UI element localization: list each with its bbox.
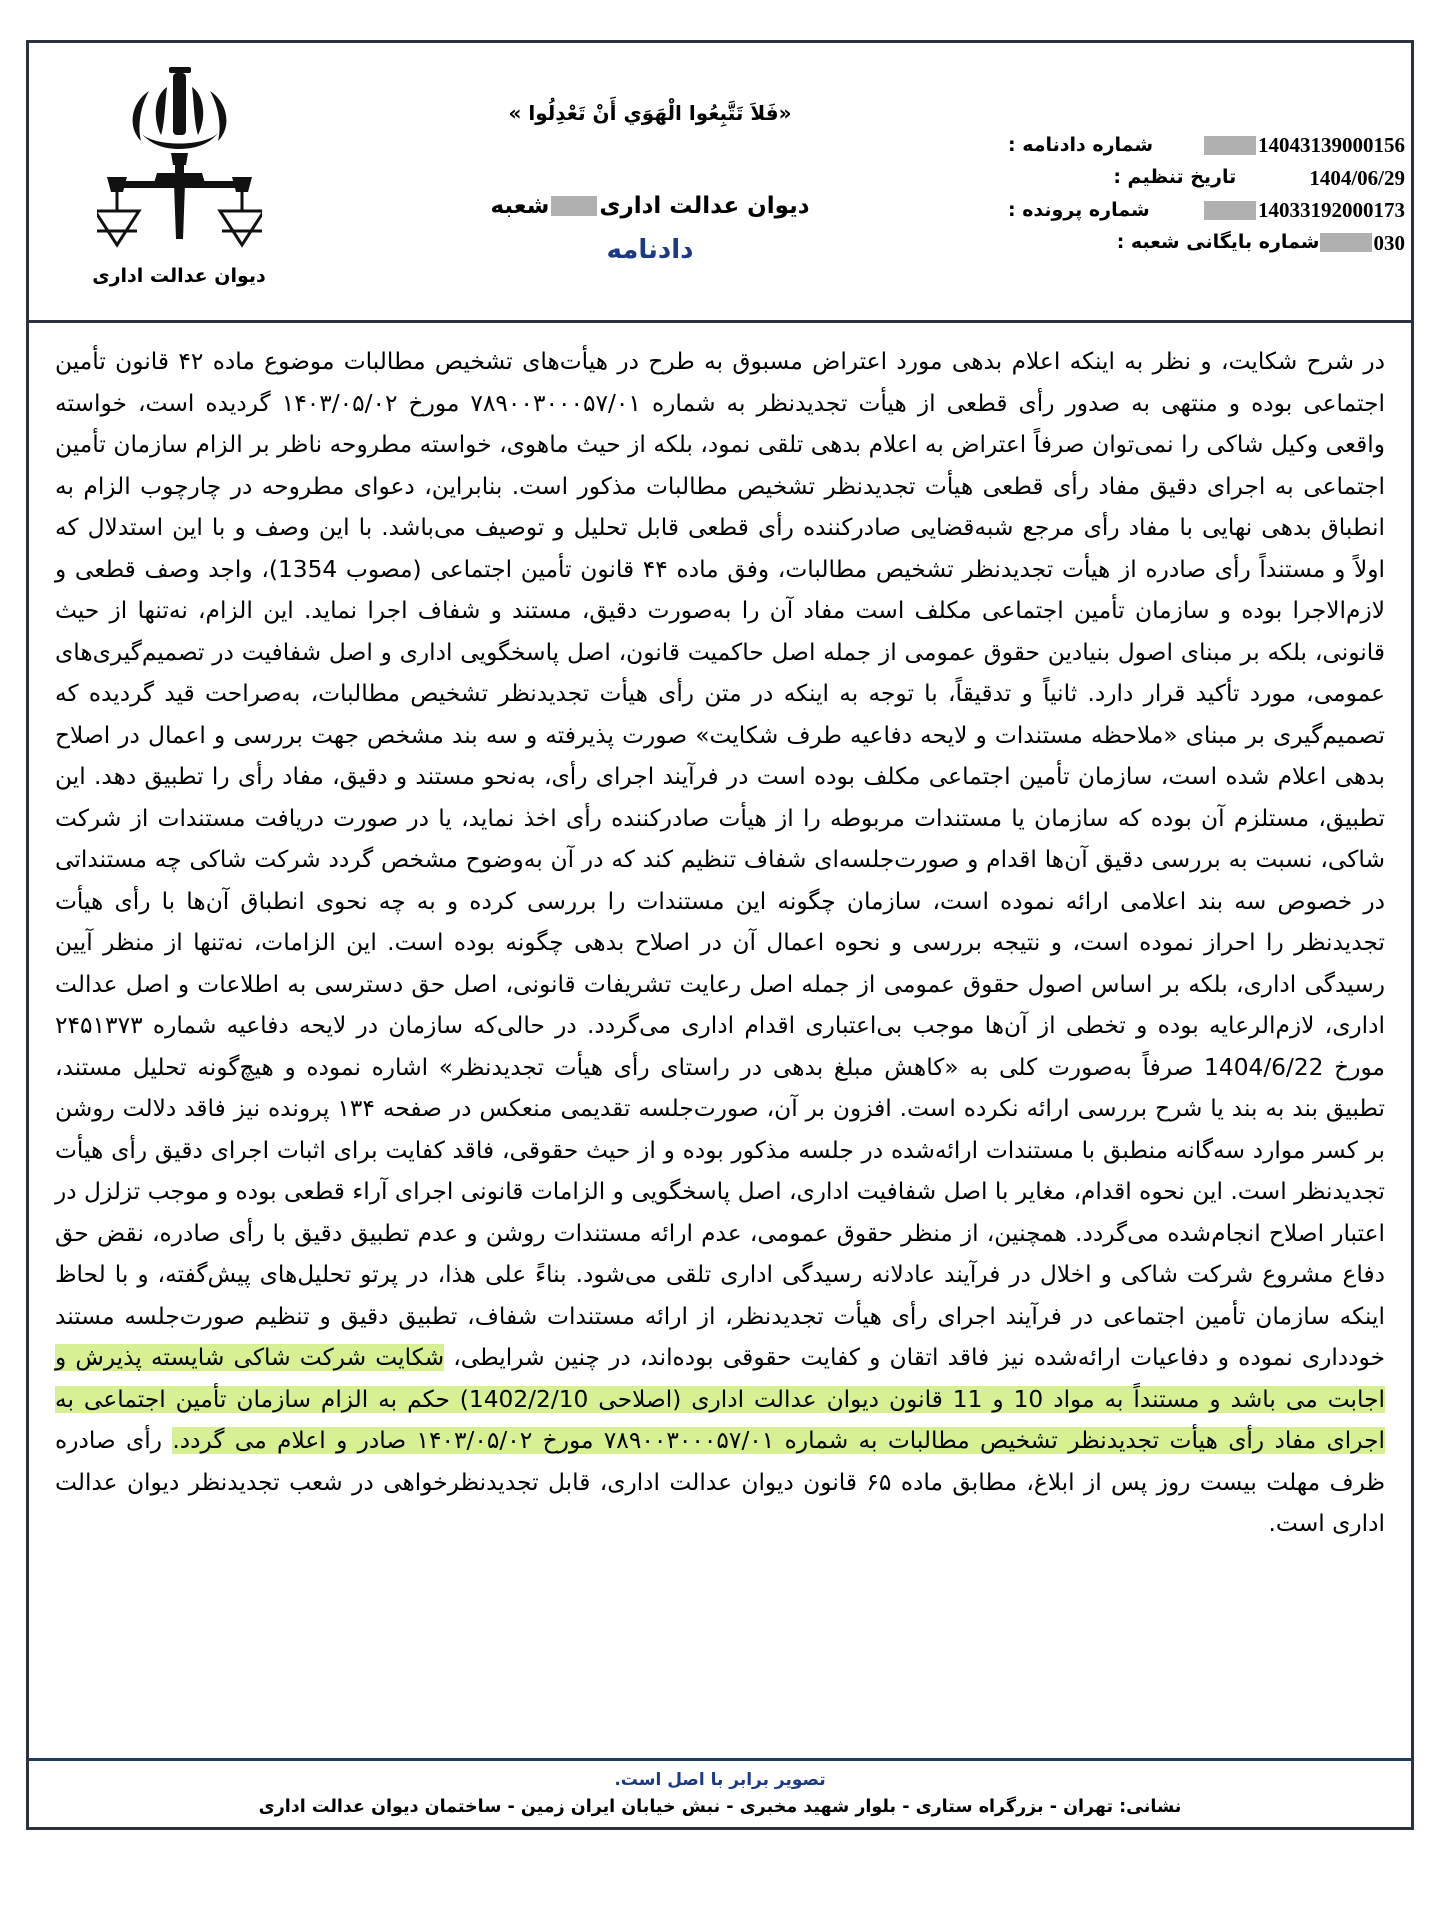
emblem-column	[29, 43, 329, 287]
judiciary-emblem-icon	[97, 61, 262, 261]
case-number-redaction	[1204, 201, 1256, 220]
meta-row-verdict-number	[989, 129, 1411, 162]
issue-date-label: تاریخ تنظیم :	[1113, 166, 1237, 189]
meta-row-issue-date	[989, 162, 1411, 195]
issue-date-value: 1404/06/29	[1309, 165, 1405, 190]
footer-address: نشانی: تهران - بزرگراه ستاری - بلوار شهید مخبری - نبش خیابان ایران زمین - ساختمان دیوان عدالت اداری	[258, 1797, 1182, 1817]
document-frame	[26, 40, 1414, 1830]
archive-number-label: شماره بایگانی شعبه :	[1116, 231, 1320, 254]
case-number-value: 14033192000173	[1258, 198, 1405, 223]
document-header	[29, 43, 1411, 323]
branch-suffix-label: دیوان عدالت اداری	[599, 193, 810, 219]
branch-prefix-label: شعبه	[490, 193, 550, 219]
header-center-column	[329, 43, 971, 265]
branch-line	[329, 193, 971, 219]
case-number-label: شماره پرونده :	[1008, 198, 1150, 221]
body-text-block	[55, 341, 1385, 1545]
body-paragraph-4: رأی صادره ظرف مهلت بیست روز پس از ابلاغ، مطابق ماده ۶۵ قانون دیوان عدالت اداری، قابل تجدیدنظرخواهی در شعب تجدیدنظر دیوان عدالت اداری است.	[55, 1427, 1385, 1537]
archive-number-value: 030	[1373, 230, 1405, 255]
document-body	[29, 323, 1411, 1555]
body-paragraph-3: افزون بر آن، صورت‌جلسه تقدیمی منعکس در صفحه ۱۳۴ پرونده نیز فاقد دلالت روشن بر کسر موارد سه‌گانه منطبق با مستندات ارائه‌شده در جلسه مذکور بوده و از حیث حقوقی، فاقد کفایت برای اثبات اجرای دقیق رأی هیأت تجدیدنظر است. این نحوه اقدام، مغایر با اصل شفافیت اداری، اصل پاسخگویی و الزامات قانونی اجرای آراء قطعی بوده و موجب تزلزل در اعتبار اصلاح انجام‌شده می‌گردد. همچنین، از منظر حقوق عمومی، عدم ارائه مستندات روشن و عدم تطبیق دقیق با رأی صادره، نقض حق دفاع مشروع شرکت شاکی و اخلال در فرآیند عادلانه رسیدگی اداری تلقی می‌شود. بناءً علی هذا، در پرتو تحلیل‌های پیش‌گفته، و با لحاظ اینکه سازمان تأمین اجتماعی در فرآیند اجرای رأی هیأت تجدیدنظر، از ارائه مستندات شفاف، تطبیق دقیق و تنظیم صورت‌جلسه مستند خودداری نموده و دفاعیات ارائه‌شده نیز فاقد اتقان و کفایت حقوقی بوده‌اند، در چنین شرایطی،	[55, 1095, 1385, 1371]
page-title: دادنامه	[606, 235, 694, 265]
body-paragraph-2: در حالی‌که سازمان در لایحه دفاعیه شماره ۲۴۵۱۳۷۳ مورخ 1404/6/22 صرفاً به‌صورت کلی به «کاهش مبلغ بدهی در راستای رأی هیأت تجدیدنظر» اشاره نموده و هیچ‌گونه تحلیل مستند، تطبیق بند به بند یا شرح بررسی ارائه نکرده است.	[55, 1012, 1385, 1122]
emblem-caption: دیوان عدالت اداری	[92, 265, 266, 287]
archive-number-redaction	[1320, 233, 1372, 252]
ruling-highlighted-text: شکایت شرکت شاکی شایسته پذیرش و اجابت می باشد و مستنداً به مواد 10 و 11 قانون دیوان عدالت اداری (اصلاحی 1402/2/10) حکم به الزام سازمان تأمین اجتماعی به اجرای مفاد رأی هیأت تجدیدنظر تشخیص مطالبات به شماره ۷۸۹۰۰۳۰۰۰۵۷/۰۱ مورخ ۱۴۰۳/۰۵/۰۲ صادر و اعلام می گردد.	[55, 1344, 1386, 1454]
meta-row-case-number	[989, 194, 1411, 227]
quran-verse: «فَلاَ تَتَّبِعُوا الْهَوَي أَنْ تَعْدِلُوا »	[508, 101, 792, 125]
metadata-column	[971, 43, 1411, 259]
document-footer	[29, 1758, 1411, 1827]
verdict-number-redaction	[1204, 136, 1256, 155]
branch-number-redaction	[551, 196, 597, 216]
verdict-number-value: 14043139000156	[1258, 133, 1405, 157]
meta-row-archive-number	[989, 227, 1411, 260]
body-paragraph-1: در شرح شکایت، و نظر به اینکه اعلام بدهی مورد اعتراض مسبوق به طرح در هیأت‌های تشخیص مطالبات موضوع ماده ۴۲ قانون تأمین اجتماعی بوده و منتهی به صدور رأی قطعی از هیأت تجدیدنظر به شماره ۷۸۹۰۰۳۰۰۰۵۷/۰۱ مورخ ۱۴۰۳/۰۵/۰۲ گردیده است، خواسته واقعی وکیل شاکی را نمی‌توان صرفاً اعتراض به اعلام بدهی تلقی نمود، بلکه از حیث ماهوی، خواسته مطروحه ناظر بر الزام سازمان تأمین اجتماعی به اجرای دقیق مفاد رأی قطعی هیأت تجدیدنظر تشخیص مطالبات مذکور است. بنابراین، دعوای مطروحه در چارچوب الزام به انطباق بدهی نهایی با مفاد رأی مرجع شبه‌قضایی صادرکننده رأی قطعی قابل تحلیل و توصیف می‌باشد. با این وصف و با این استدلال که اولاً و مستنداً رأی صادره از هیأت تجدیدنظر تشخیص مطالبات، وفق ماده ۴۴ قانون تأمین اجتماعی (مصوب 1354)، واجد وصف قطعی و لازم‌الاجرا بوده و سازمان تأمین اجتماعی مکلف است مفاد آن را به‌صورت دقیق، مستند و شفاف اجرا نماید. این الزام، نه‌تنها از حیث قانونی، بلکه بر مبنای اصول بنیادین حقوق عمومی از جمله اصل حاکمیت قانون، اصل پاسخگویی اداری و اصل شفافیت در تصمیم‌گیری‌های عمومی، مورد تأکید قرار دارد. ثانیاً و تدقیقاً، با توجه به اینکه در متن رأی هیأت تجدیدنظر تشخیص مطالبات، به‌صراحت قید گردیده که تصمیم‌گیری بر مبنای «ملاحظه مستندات و لایحه دفاعیه طرف شکایت» صورت پذیرفته و سه بند مشخص جهت بررسی و اعمال در اصلاح بدهی اعلام شده است، سازمان تأمین اجتماعی مکلف بوده است در فرآیند اجرای رأی، به‌نحو مستند و دقیق، مفاد رأی را تطبیق دهد. این تطبیق، مستلزم آن بوده که سازمان یا مستندات مربوطه را از هیأت صادرکننده رأی اخذ نماید، یا در صورت دریافت مستندات از شرکت شاکی، نسبت به بررسی دقیق آن‌ها اقدام و صورت‌جلسه‌ای شفاف تنظیم کند که در آن به‌وضوح مشخص گردد شرکت شاکی چه مستنداتی در خصوص سه بند اعلامی ارائه نموده است، سازمان چگونه این مستندات را بررسی کرده و به چه نحوی انطباق آن‌ها با رأی هیأت تجدیدنظر را احراز نموده است، و نتیجه بررسی و نحوه اعمال آن در اصلاح بدهی چگونه بوده است. این الزامات، نه‌تنها از منظر آیین رسیدگی اداری، بلکه بر اساس اصول حقوق عمومی از جمله اصل رعایت تشریفات قانونی، اصل حق دسترسی به اطلاعات و اصل عدالت اداری، لازم‌الرعایه بوده و تخطی از آن‌ها موجب بی‌اعتباری اقدام اداری می‌گردد.	[55, 348, 1386, 1039]
verdict-number-label: شماره دادنامه :	[1008, 133, 1154, 156]
certification-note: تصویر برابر با اصل است.	[614, 1770, 826, 1790]
